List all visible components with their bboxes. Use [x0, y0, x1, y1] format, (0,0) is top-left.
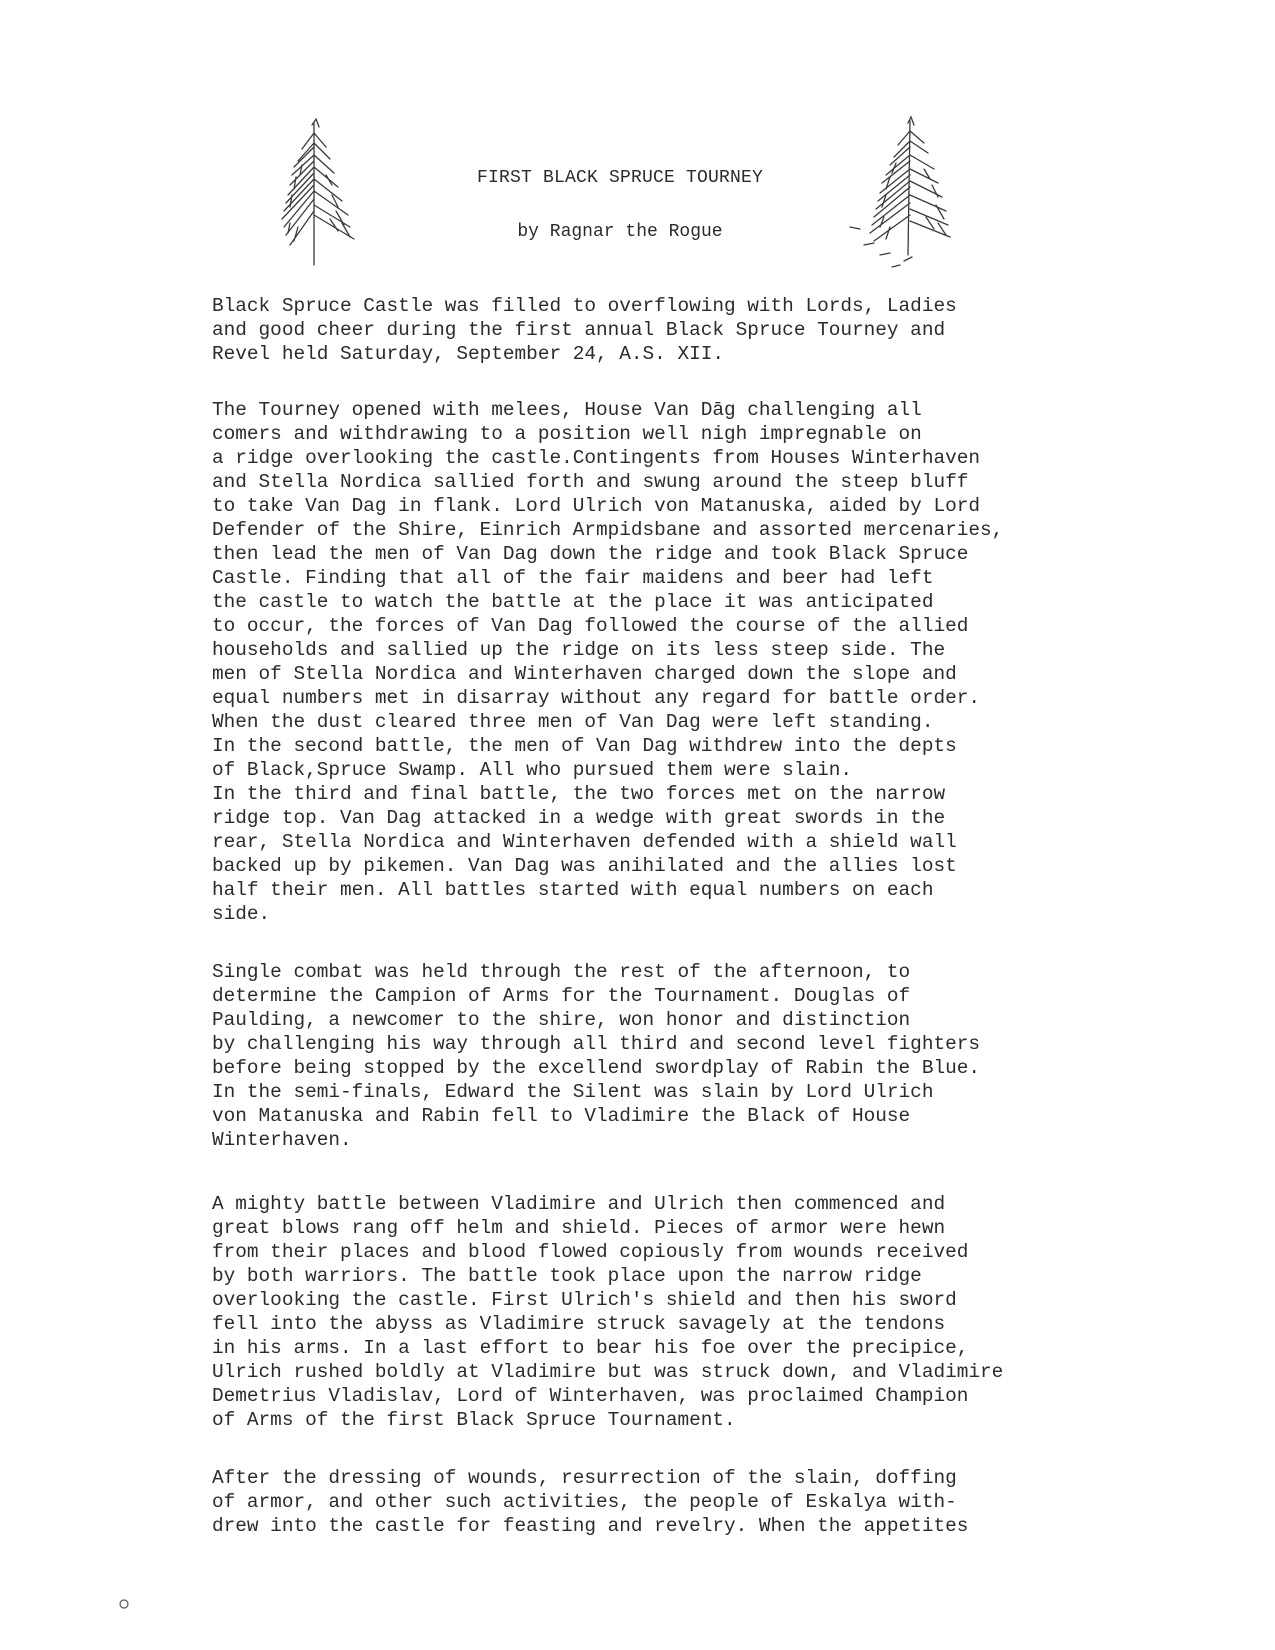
- paragraph-line: A mighty battle between Vladimire and Ulrich then commenced and: [212, 1193, 946, 1215]
- paragraph-line: When the dust cleared three men of Van Dag were left standing.: [212, 711, 934, 733]
- paragraph-line: Revel held Saturday, September 24, A.S. XII.: [212, 343, 724, 365]
- scan-speck: [118, 1598, 130, 1610]
- paragraph-line: by both warriors. The battle took place upon the narrow ridge: [212, 1265, 922, 1287]
- paragraph-line: In the third and final battle, the two forces met on the narrow: [212, 783, 946, 805]
- paragraph-line: of Black,Spruce Swamp. All who pursued them were slain.: [212, 759, 852, 781]
- paragraph-line: backed up by pikemen. Van Dag was anihilated and the allies lost: [212, 855, 957, 877]
- paragraph-line: Single combat was held through the rest of the afternoon, to: [212, 961, 911, 983]
- paragraph-line: side.: [212, 903, 271, 925]
- document-title: FIRST BLACK SPRUCE TOURNEY: [476, 168, 764, 188]
- paragraph-line: in his arms. In a last effort to bear his foe over the precipice,: [212, 1337, 969, 1359]
- body-paragraph: [212, 294, 957, 366]
- document-byline: by Ragnar the Rogue: [517, 222, 723, 242]
- paragraph-line: rear, Stella Nordica and Winterhaven defended with a shield wall: [212, 831, 957, 853]
- paragraph-line: equal numbers met in disarray without any regard for battle order.: [212, 687, 980, 709]
- paragraph-line: Demetrius Vladislav, Lord of Winterhaven, was proclaimed Champion: [212, 1385, 969, 1407]
- paragraph-line: Castle. Finding that all of the fair maidens and beer had left: [212, 567, 934, 589]
- paragraph-line: and good cheer during the first annual Black Spruce Tourney and: [212, 319, 946, 341]
- paragraph-line: households and sallied up the ridge on its less steep side. The: [212, 639, 946, 661]
- paragraph-line: a ridge overlooking the castle.Contingents from Houses Winterhaven: [212, 447, 980, 469]
- paragraph-line: Winterhaven.: [212, 1129, 352, 1151]
- paragraph-line: and Stella Nordica sallied forth and swung around the steep bluff: [212, 471, 969, 493]
- paragraph-line: comers and withdrawing to a position well nigh impregnable on: [212, 423, 922, 445]
- spruce-tree-icon: [840, 115, 965, 280]
- paragraph-line: In the semi-finals, Edward the Silent was slain by Lord Ulrich: [212, 1081, 934, 1103]
- paragraph-line: then lead the men of Van Dag down the ridge and took Black Spruce: [212, 543, 969, 565]
- body-paragraph: [212, 960, 980, 1152]
- paragraph-line: drew into the castle for feasting and revelry. When the appetites: [212, 1515, 969, 1537]
- paragraph-line: Defender of the Shire, Einrich Armpidsbane and assorted mercenaries,: [212, 519, 1004, 541]
- paragraph-line: of Arms of the first Black Spruce Tournament.: [212, 1409, 736, 1431]
- paragraph-line: great blows rang off helm and shield. Pieces of armor were hewn: [212, 1217, 946, 1239]
- paragraph-line: ridge top. Van Dag attacked in a wedge with great swords in the: [212, 807, 946, 829]
- paragraph-line: Paulding, a newcomer to the shire, won honor and distinction: [212, 1009, 911, 1031]
- body-paragraph: [212, 1466, 968, 1538]
- paragraph-line: Black Spruce Castle was filled to overflowing with Lords, Ladies: [212, 295, 957, 317]
- spruce-tree-icon: [272, 115, 372, 275]
- paragraph-line: by challenging his way through all third and second level fighters: [212, 1033, 980, 1055]
- paragraph-line: The Tourney opened with melees, House Van Dāg challenging all: [212, 399, 922, 421]
- paragraph-line: before being stopped by the excellend swordplay of Rabin the Blue.: [212, 1057, 980, 1079]
- body-paragraph: [212, 398, 1003, 926]
- paragraph-line: men of Stella Nordica and Winterhaven charged down the slope and: [212, 663, 957, 685]
- paragraph-line: After the dressing of wounds, resurrection of the slain, doffing: [212, 1467, 957, 1489]
- paragraph-line: fell into the abyss as Vladimire struck savagely at the tendons: [212, 1313, 946, 1335]
- paragraph-line: the castle to watch the battle at the place it was anticipated: [212, 591, 934, 613]
- body-paragraph: [212, 1192, 1003, 1432]
- paragraph-line: overlooking the castle. First Ulrich's shield and then his sword: [212, 1289, 957, 1311]
- paragraph-line: half their men. All battles started with equal numbers on each: [212, 879, 934, 901]
- paragraph-line: from their places and blood flowed copiously from wounds received: [212, 1241, 969, 1263]
- paragraph-line: of armor, and other such activities, the people of Eskalya with-: [212, 1491, 957, 1513]
- paragraph-line: to take Van Dag in flank. Lord Ulrich von Matanuska, aided by Lord: [212, 495, 980, 517]
- paragraph-line: Ulrich rushed boldly at Vladimire but was struck down, and Vladimire: [212, 1361, 1004, 1383]
- paragraph-line: In the second battle, the men of Van Dag withdrew into the depts: [212, 735, 957, 757]
- paragraph-line: determine the Campion of Arms for the Tournament. Douglas of: [212, 985, 911, 1007]
- paragraph-line: von Matanuska and Rabin fell to Vladimire the Black of House: [212, 1105, 911, 1127]
- paragraph-line: to occur, the forces of Van Dag followed the course of the allied: [212, 615, 969, 637]
